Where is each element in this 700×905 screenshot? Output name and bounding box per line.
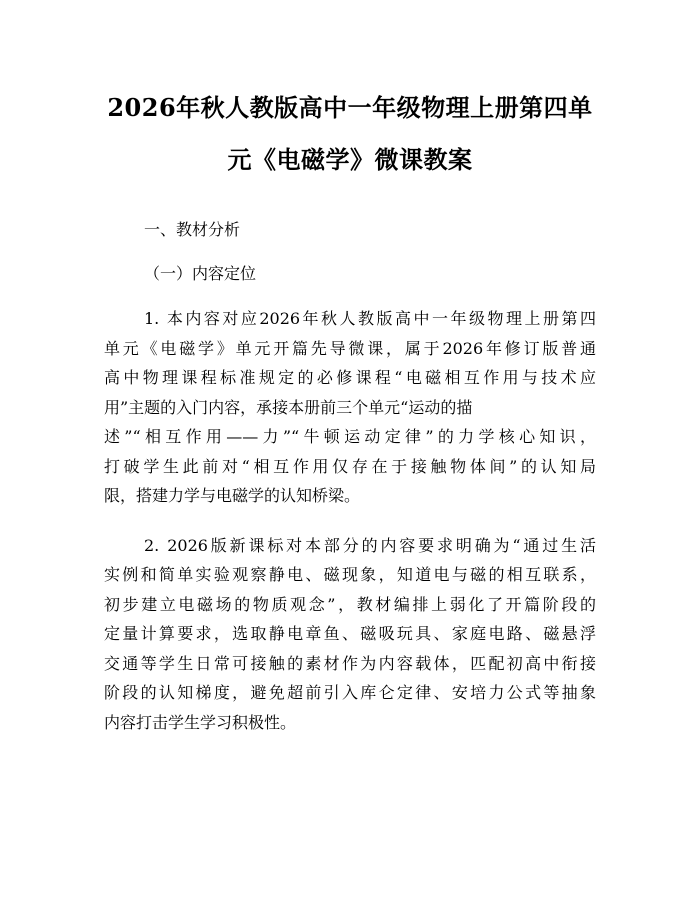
paragraph-2-line: 交通等学生日常可接触的素材作为内容载体，匹配初高中衔接: [104, 653, 596, 673]
paragraph-2-line: 实例和简单实验观察静电、磁现象，知道电与磁的相互联系，: [104, 565, 596, 584]
document-title: [104, 82, 596, 186]
title-line-2: 元《电磁学》微课教案: [227, 145, 473, 174]
paragraph-2-line: 内容打击学生学习积极性。: [104, 712, 297, 732]
subsection-heading: （一）内容定位: [144, 264, 257, 283]
paragraph-1-line: 限，搭建力学与电磁学的认知桥梁。: [104, 486, 361, 505]
paragraph-1: [104, 304, 596, 511]
paragraph-1-line: 1. 本内容对应2026年秋人教版高中一年级物理上册第四: [144, 309, 596, 328]
section-heading: 一、教材分析: [144, 220, 241, 239]
paragraph-2-line: 阶段的认知梯度，避免超前引入库仑定律、安培力公式等抽象: [104, 683, 596, 702]
paragraph-1-line: 高中物理课程标准规定的必修课程“电磁相互作用与技术应: [104, 368, 596, 387]
paragraph-1-line: 打破学生此前对“相互作用仅存在于接触物体间”的认知局: [104, 456, 596, 476]
paragraph-2-line: 2. 2026版新课标对本部分的内容要求明确为“通过生活: [144, 535, 596, 555]
paragraph-1-line: 用”主题的入门内容，承接本册前三个单元“运动的描: [104, 397, 473, 417]
paragraph-2-line: 定量计算要求，选取静电章鱼、磁吸玩具、家庭电路、磁悬浮: [104, 624, 596, 643]
paragraph-2-line: 初步建立电磁场的物质观念”，教材编排上弱化了开篇阶段的: [104, 594, 596, 614]
title-line-1: 2026年秋人教版高中一年级物理上册第四单: [107, 93, 593, 122]
paragraph-1-line: 单元《电磁学》单元开篇先导微课，属于2026年修订版普通: [104, 338, 596, 358]
paragraph-1-line: 述”“相互作用——力”“牛顿运动定律”的力学核心知识，: [104, 427, 596, 446]
paragraph-2: [104, 531, 596, 738]
